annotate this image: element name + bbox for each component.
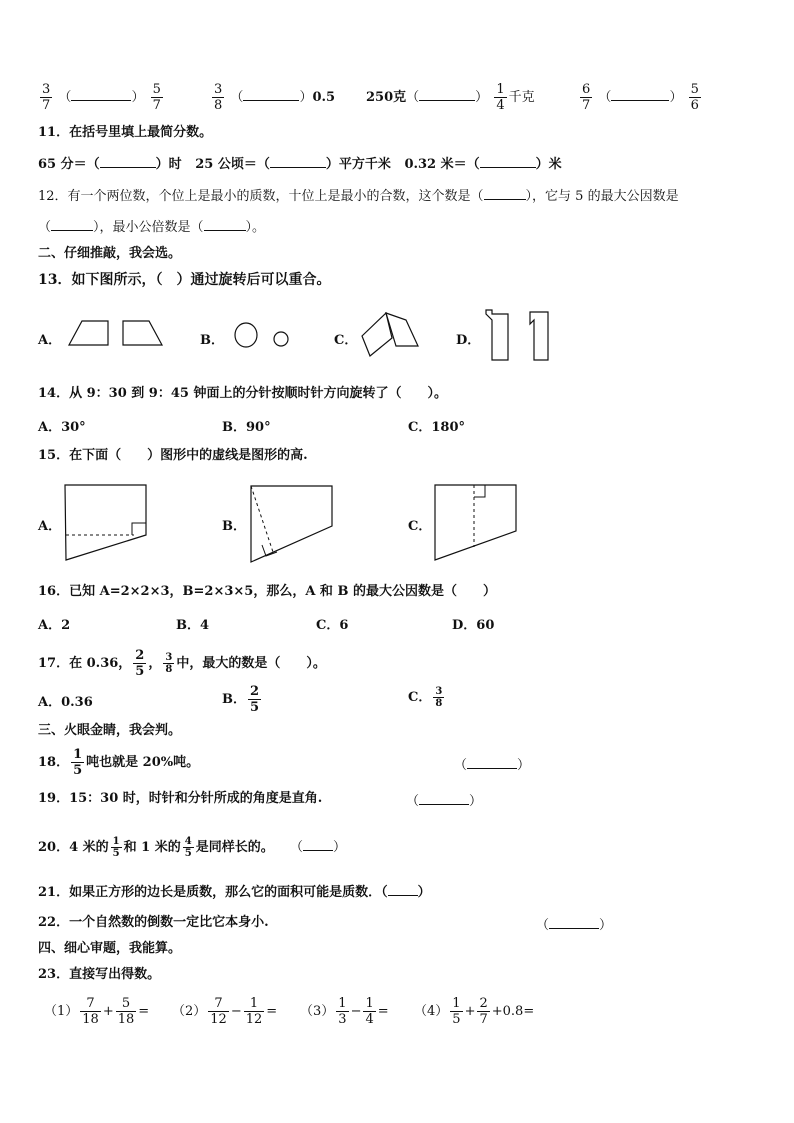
fraction: $\frac{5}{7}$: [152, 82, 161, 113]
section-heading: 四、细心审题，我能算。: [38, 941, 182, 956]
fraction: $\frac{2}{5}$: [250, 684, 260, 715]
q12-line2: （ ），最小公倍数是（ ）。: [38, 220, 266, 235]
q18-text: 18． $\frac{1}{5}$ 吨也就是 20%吨。: [38, 747, 200, 778]
fraction: $\frac{3}{7}$: [42, 82, 51, 113]
answer-blank[interactable]: [419, 88, 475, 101]
answer-blank[interactable]: [243, 88, 299, 101]
q20-text: 20．4 米的 $\frac{1}{5}$ 和 1 米的 $\frac{4}{5}$ 是同样长的。: [38, 836, 274, 859]
option-b-label[interactable]: B．: [200, 333, 224, 348]
bent-bar-pair-figure: [484, 308, 554, 364]
option-b-label[interactable]: B．: [222, 519, 246, 534]
option-a-label[interactable]: A．: [38, 519, 62, 534]
option-c-label[interactable]: C．: [408, 519, 432, 534]
figure-c: [432, 483, 522, 563]
fraction: $\frac{3}{8}$: [214, 82, 223, 113]
option-c[interactable]: C．180°: [408, 420, 465, 435]
answer-blank[interactable]: [480, 155, 536, 168]
trapezoid-pair-figure: [66, 318, 166, 348]
option-b[interactable]: B． $\frac{2}{5}$: [222, 684, 260, 715]
q23-title: 23．直接写出得数。: [38, 967, 161, 982]
q11-title: 11．在括号里填上最简分数。: [38, 125, 213, 140]
answer-blank[interactable]: [388, 883, 418, 896]
option-a-label[interactable]: A．: [38, 333, 62, 348]
fraction: $\frac{1}{4}$: [496, 82, 505, 113]
fraction: $\frac{3}{8}$: [165, 652, 173, 675]
fraction: $\frac{2}{5}$: [135, 648, 145, 679]
answer-blank[interactable]: [51, 218, 93, 231]
calc-item-4: （4） $\frac{1}{5}$ + $\frac{2}{7}$ +0.8=: [414, 996, 535, 1027]
answer-blank[interactable]: [484, 187, 526, 200]
answer-blank[interactable]: [100, 155, 156, 168]
q17-title: 17．在 0.36， $\frac{2}{5}$ ， $\frac{3}{8}$ 中，最大的数是（ ）。: [38, 648, 326, 679]
q14-title: 14．从 9：30 到 9：45 钟面上的分针按顺时针方向旋转了（ ）。: [38, 386, 447, 401]
option-d[interactable]: D．60: [452, 618, 495, 633]
calc-item-1: （1） $\frac{7}{18}$ + $\frac{5}{18}$ =: [44, 996, 150, 1027]
q18-judgement[interactable]: （ ）: [454, 758, 531, 773]
section-heading: 二、仔细推敲，我会选。: [38, 246, 182, 261]
fraction: $\frac{5}{6}$: [690, 82, 699, 113]
answer-blank[interactable]: [270, 155, 326, 168]
option-c[interactable]: C．6: [316, 618, 349, 633]
option-c[interactable]: C． $\frac{3}{8}$: [408, 686, 443, 709]
q13-title: 13．如下图所示，（ ）通过旋转后可以重合。: [38, 272, 331, 288]
option-a[interactable]: A．30°: [38, 420, 86, 435]
option-a[interactable]: A．0.36: [38, 695, 93, 710]
q15-title: 15．在下面（ ）图形中的虚线是图形的高.: [38, 448, 308, 463]
fraction: $\frac{6}{7}$: [582, 82, 591, 113]
q10-item-3: 250克（ ） $\frac{1}{4}$ 千克: [366, 82, 535, 113]
option-a[interactable]: A．2: [38, 618, 71, 633]
section-heading: 三、火眼金睛，我会判。: [38, 723, 182, 738]
figure-b: [248, 484, 338, 564]
q22-text: 22．一个自然数的倒数一定比它本身小.: [38, 915, 269, 930]
q11-answers: 65 分＝（ ）时 25 公顷＝（ ）平方千米 0.32 米＝（ ）米: [38, 157, 562, 172]
circle-pair-figure: [234, 322, 294, 350]
option-c-label[interactable]: C．: [334, 333, 358, 348]
q20-judgement[interactable]: （ ）: [290, 840, 347, 855]
option-b[interactable]: B．90°: [222, 420, 271, 435]
fraction: $\frac{1}{5}$: [112, 836, 120, 859]
fraction: $\frac{3}{8}$: [435, 686, 443, 709]
figure-a: [62, 483, 152, 563]
q19-text: 19．15：30 时，时针和分针所成的角度是直角.: [38, 791, 323, 806]
calc-item-3: （3） $\frac{1}{3}$ − $\frac{1}{4}$ =: [300, 996, 389, 1027]
q21-text: 21．如果正方形的边长是质数，那么它的面积可能是质数．（ ）: [38, 885, 431, 900]
q10-item-2: $\frac{3}{8}$ （ ）0.5: [214, 82, 336, 113]
q12-line1: 12．有一个两位数，个位上是最小的质数，十位上是最小的合数，这个数是（ ），它与 5 的最大公因数是: [38, 189, 679, 204]
quadrilateral-pair-figure: [358, 310, 422, 360]
q10-row: $\frac{3}{7}$ （ ） $\frac{5}{7}$: [42, 82, 161, 113]
answer-blank[interactable]: [71, 88, 131, 101]
q22-judgement[interactable]: （ ）: [536, 918, 613, 933]
answer-blank[interactable]: [204, 218, 246, 231]
fraction: $\frac{1}{5}$: [73, 747, 83, 778]
q10-item-4: $\frac{6}{7}$ （ ） $\frac{5}{6}$: [582, 82, 699, 113]
answer-blank[interactable]: [611, 88, 669, 101]
option-d-label[interactable]: D．: [456, 333, 481, 348]
calc-item-2: （2） $\frac{7}{12}$ − $\frac{1}{12}$ =: [172, 996, 278, 1027]
fraction: $\frac{4}{5}$: [184, 836, 192, 859]
q19-judgement[interactable]: （ ）: [406, 794, 483, 809]
option-b[interactable]: B．4: [176, 618, 210, 633]
q16-title: 16．已知 A=2×2×3，B=2×3×5，那么，A 和 B 的最大公因数是（ ）: [38, 584, 496, 599]
